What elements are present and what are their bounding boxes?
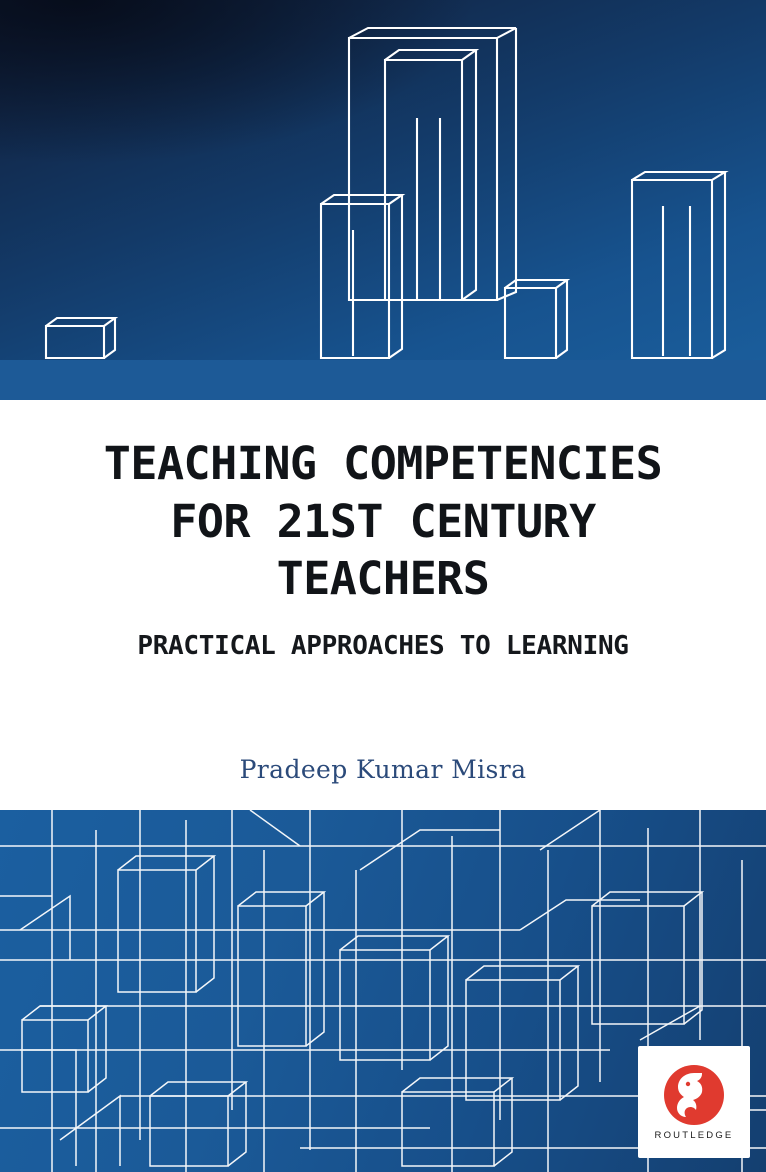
title-line-3: TEACHERS bbox=[276, 552, 490, 606]
author-name: Pradeep Kumar Misra bbox=[239, 755, 527, 784]
title-line-2: FOR 21ST CENTURY bbox=[170, 494, 596, 548]
city-skyline-outline-illustration bbox=[0, 0, 766, 360]
title-panel bbox=[0, 400, 766, 810]
page-title bbox=[52, 435, 714, 608]
top-artwork-panel bbox=[0, 0, 766, 360]
title-block bbox=[0, 435, 766, 664]
bottom-artwork-panel bbox=[0, 810, 766, 1172]
routledge-griffin-icon bbox=[663, 1064, 725, 1126]
title-line-1: TEACHING COMPETENCIES bbox=[103, 437, 663, 490]
blue-divider-strip bbox=[0, 360, 766, 400]
publisher-name: ROUTLEDGE bbox=[654, 1129, 734, 1141]
subtitle: PRACTICAL APPROACHES TO LEARNING bbox=[137, 630, 629, 661]
publisher-logo bbox=[638, 1046, 750, 1158]
